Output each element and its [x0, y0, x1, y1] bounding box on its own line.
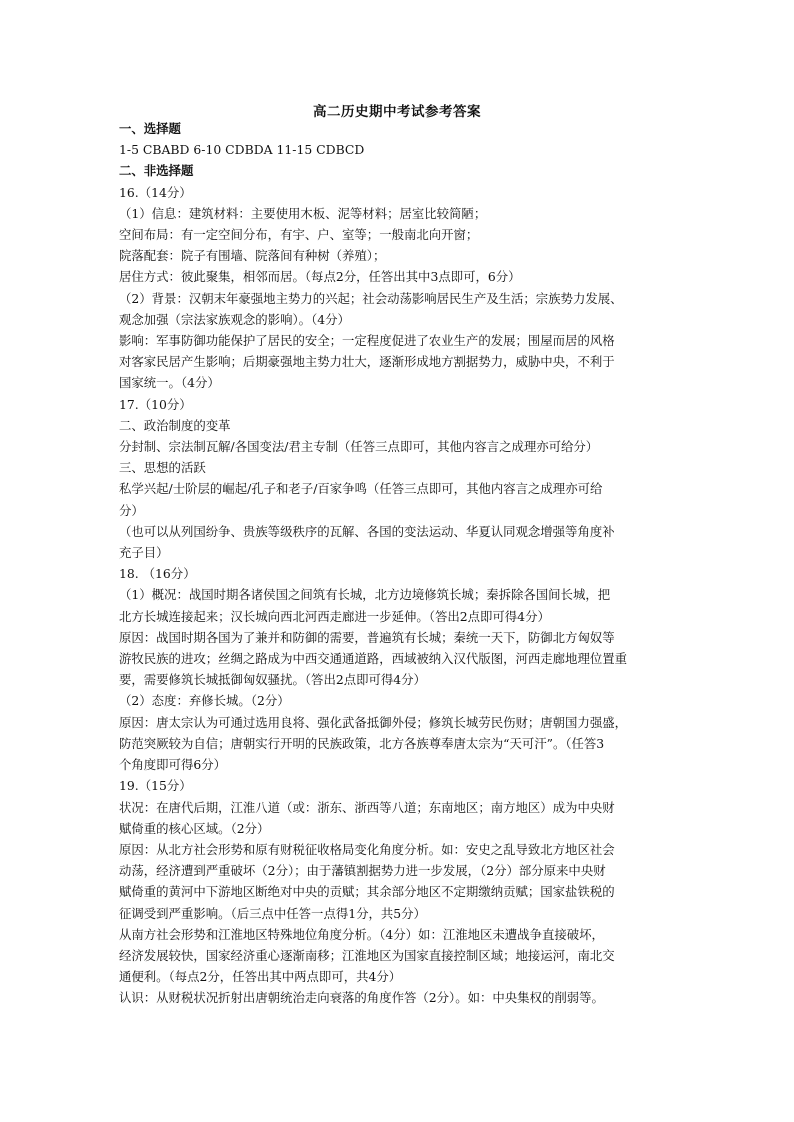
answer-line: 18. （16分）: [119, 566, 196, 582]
answer-line: 通便利。（每点2分，任答出其中两点即可，共4分）: [119, 969, 402, 985]
document-title: 高二历史期中考试参考答案: [313, 104, 481, 120]
answer-content: [119, 118, 684, 1009]
answer-line: 原因：唐太宗认为可通过选用良将、强化武备抵御外侵；修筑长城劳民伤财；唐朝国力强盛，: [119, 714, 628, 730]
section-heading: 一、选择题: [119, 121, 181, 136]
answer-line: 二、政治制度的变革: [119, 417, 231, 433]
answer-line: 北方长城连接起来；汉长城向西北河西走廊进一步延伸。（答出2点即可得4分）: [119, 608, 550, 624]
answer-line: 16.（14分）: [119, 184, 192, 200]
answer-line: 防范突厥较为自信；唐朝实行开明的民族政策，北方各族尊奉唐太宗为“天可汗”。（任答3: [119, 735, 605, 751]
answer-line: 原因：战国时期各国为了兼并和防御的需要，普遍筑有长城；秦统一天下，防御北方匈奴等: [119, 629, 615, 645]
answer-line: 赋倚重的核心区域。（2分）: [119, 820, 270, 836]
answer-line: 观念加强（宗法家族观念的影响）。（4分）: [119, 311, 350, 327]
answer-line: 状况：在唐代后期，江淮八道（或：浙东、浙西等八道；东南地区；南方地区）成为中央财: [119, 799, 615, 815]
answer-line: 征调受到严重影响。（后三点中任答一点得1分，共5分）: [119, 905, 426, 921]
answer-line: 院落配套：院子有围墙、院落间有种树（养殖）；: [119, 248, 386, 264]
answer-line: （2）态度：弃修长城。（2分）: [119, 693, 290, 709]
answer-line: 三、思想的活跃: [119, 460, 206, 476]
answer-line: （也可以从列国纷争、贵族等级秩序的瓦解、各国的变法运动、华夏认同观念增强等角度补: [119, 523, 615, 539]
answer-line: 个角度即可得6分）: [119, 757, 227, 773]
answer-line: 空间布局：有一定空间分布，有宇、户、室等；一般南北向开窗；: [119, 227, 479, 243]
answer-line: 原因：从北方社会形势和原有财税征收格局变化角度分析。如：安史之乱导致北方地区社会: [119, 841, 615, 857]
answer-line: 经济发展较快，国家经济重心逐渐南移；江淮地区为国家直接控制区域；地接运河，南北交: [119, 947, 615, 963]
answer-line: 分）: [119, 502, 144, 518]
answer-line: 动荡，经济遭到严重破坏（2分）；由于藩镇割据势力进一步发展，（2分）部分原来中央财: [119, 863, 606, 879]
answer-line: 19.（15分）: [119, 778, 192, 794]
answer-line: 要，需要修筑长城抵御匈奴骚扰。（答出2点即可得4分）: [119, 672, 426, 688]
answer-line: （1）概况：战国时期各诸侯国之间筑有长城，北方边境修筑长城；秦拆除各国间长城，把: [119, 587, 611, 603]
answer-line: 分封制、宗法制瓦解/各国变法/君主专制（任答三点即可，其他内容言之成理亦可给分）: [119, 439, 599, 455]
answer-line: 居住方式：彼此聚集，相邻而居。（每点2分，任答出其中3点即可，6分）: [119, 269, 521, 285]
answer-line: 认识：从财税状况折射出唐朝统治走向衰落的角度作答（2分）。如：中央集权的削弱等。: [119, 990, 604, 1006]
answer-line: 私学兴起/士阶层的崛起/孔子和老子/百家争鸣（任答三点即可，其他内容言之成理亦可给: [119, 481, 603, 497]
answer-line: （2）背景：汉朝末年豪强地主势力的兴起；社会动荡影响居民生产及生活；宗族势力发展、: [119, 290, 623, 306]
answer-line: 17.（10分）: [119, 396, 192, 412]
answer-line: 国家统一。（4分）: [119, 375, 220, 391]
answer-line: 对客家民居产生影响；后期豪强地主势力壮大，逐渐形成地方割据势力，威胁中央，不利于: [119, 354, 615, 370]
answer-line: 从南方社会形势和江淮地区特殊地位角度分析。（4分）如：江淮地区未遭战争直接破坏，: [119, 926, 604, 942]
answer-line: 1-5 CBABD 6-10 CDBDA 11-15 CDBCD: [119, 142, 365, 158]
answer-line: 赋倚重的黄河中下游地区断绝对中央的贡赋；其余部分地区不定期缴纳贡赋；国家盐铁税的: [119, 884, 615, 900]
answer-line: 游牧民族的进攻；丝绸之路成为中西交通通道路，西域被纳入汉代版图，河西走廊地理位置重: [119, 651, 628, 667]
answer-line: 影响：军事防御功能保护了居民的安全；一定程度促进了农业生产的发展；围屋而居的风格: [119, 333, 615, 349]
answer-line: （1）信息：建筑材料：主要使用木板、泥等材料；居室比较简陋；: [119, 205, 487, 221]
answer-line: 充子目）: [119, 545, 169, 561]
section-heading: 二、非选择题: [119, 163, 194, 179]
